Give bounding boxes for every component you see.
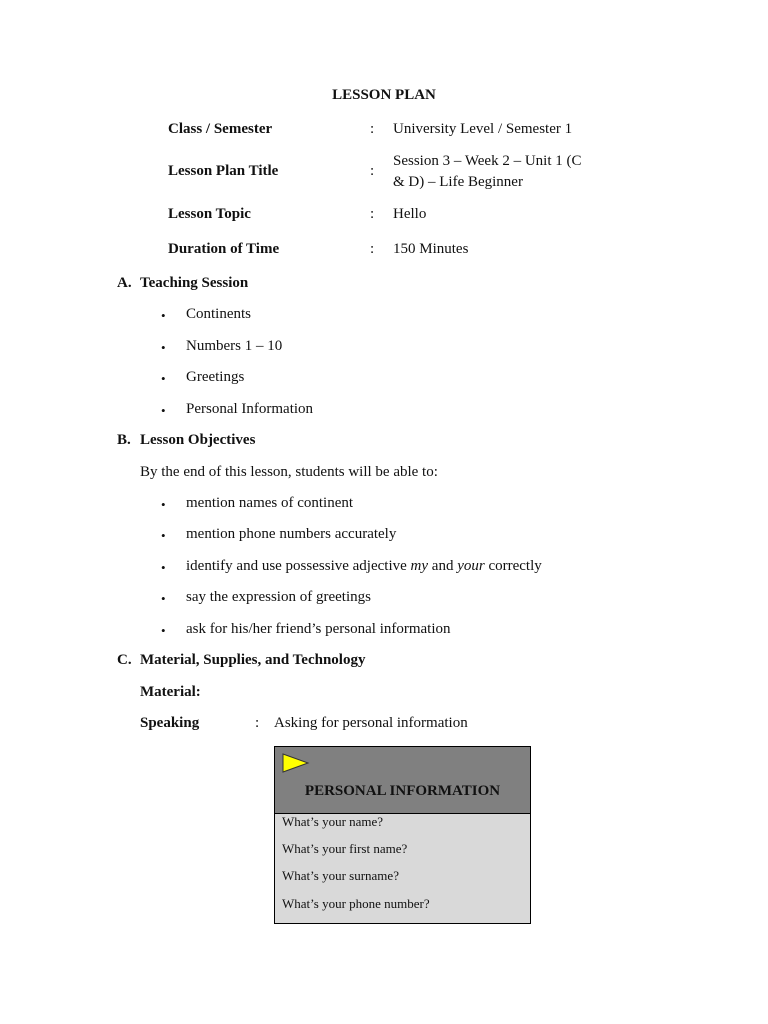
personal-information-box xyxy=(274,746,531,924)
list-item: ask for his/her friend’s personal information xyxy=(186,621,451,637)
objectives-intro: By the end of this lesson, students will be able to: xyxy=(140,464,438,480)
list-item: Personal Information xyxy=(186,401,314,417)
info-value-lesson-topic: Hello xyxy=(393,206,427,222)
objective-emphasis-your: your xyxy=(457,558,485,574)
info-value-lesson-plan-title-line1: Session 3 – Week 2 – Unit 1 (C xyxy=(393,153,582,169)
section-title-material: Material, Supplies, and Technology xyxy=(140,652,366,668)
personal-information-header xyxy=(275,747,530,814)
list-item: mention names of continent xyxy=(186,495,354,511)
info-label-duration: Duration of Time xyxy=(168,241,280,257)
personal-information-title: PERSONAL INFORMATION xyxy=(304,783,501,799)
list-item: say the expression of greetings xyxy=(186,589,371,605)
section-title-teaching-session: Teaching Session xyxy=(140,275,249,291)
question-item: What’s your first name? xyxy=(282,841,408,856)
list-item: Greetings xyxy=(186,369,245,385)
list-item: Numbers 1 – 10 xyxy=(186,338,283,354)
list-item: Continents xyxy=(186,306,252,322)
objective-emphasis-my: my xyxy=(410,558,429,574)
flag-arrow-icon xyxy=(282,752,310,774)
section-letter-b: B. xyxy=(117,432,131,448)
bullet-icon: • xyxy=(161,497,166,512)
bullet-icon: • xyxy=(161,403,166,418)
speaking-colon: : xyxy=(255,715,260,731)
bullet-icon: • xyxy=(161,591,166,606)
question-item: What’s your name? xyxy=(282,814,384,829)
list-item: mention phone numbers accurately xyxy=(186,526,397,542)
section-letter-c: C. xyxy=(117,652,132,668)
info-label-lesson-plan-title: Lesson Plan Title xyxy=(168,163,279,179)
info-colon: : xyxy=(370,121,375,137)
bullet-icon: • xyxy=(161,308,166,323)
bullet-icon: • xyxy=(161,371,166,386)
objective-text: and xyxy=(428,558,458,574)
bullet-icon: • xyxy=(161,340,166,355)
objective-text: correctly xyxy=(484,558,542,574)
bullet-icon: • xyxy=(161,623,166,638)
info-label-lesson-topic: Lesson Topic xyxy=(168,206,251,222)
info-colon: : xyxy=(370,206,375,222)
info-value-duration: 150 Minutes xyxy=(393,241,469,257)
speaking-value: Asking for personal information xyxy=(274,715,468,731)
info-label-class-semester: Class / Semester xyxy=(168,121,273,137)
page-title: LESSON PLAN xyxy=(332,87,436,103)
bullet-icon: • xyxy=(161,560,166,575)
info-colon: : xyxy=(370,241,375,257)
material-label: Material: xyxy=(140,684,201,700)
objective-text: identify and use possessive adjective xyxy=(186,558,411,574)
speaking-label: Speaking xyxy=(140,715,200,731)
list-item xyxy=(186,558,542,575)
info-value-class-semester: University Level / Semester 1 xyxy=(393,121,573,137)
section-title-lesson-objectives: Lesson Objectives xyxy=(140,432,256,448)
question-item: What’s your phone number? xyxy=(282,896,430,911)
question-item: What’s your surname? xyxy=(282,868,399,883)
info-colon: : xyxy=(370,163,375,179)
section-letter-a: A. xyxy=(117,275,132,291)
info-value-lesson-plan-title-line2: & D) – Life Beginner xyxy=(393,174,523,190)
bullet-icon: • xyxy=(161,528,166,543)
